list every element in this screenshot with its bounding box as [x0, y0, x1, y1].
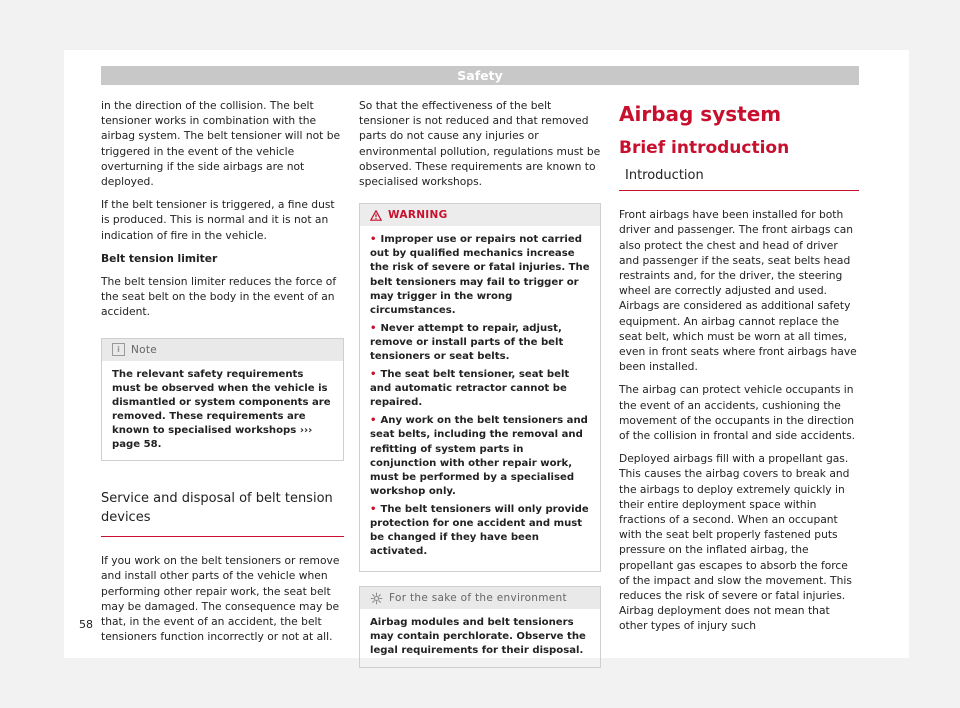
warning-body [360, 226, 600, 571]
note-body [102, 361, 343, 461]
environment-title: For the sake of the environment [389, 592, 567, 605]
page-reference-link[interactable]: ››› page 58 [112, 425, 313, 451]
paragraph: If the belt tensioner is triggered, a fine dust is produced. This is normal and it is not an indication of fire in the vehicle. [101, 198, 335, 242]
page-number: 58 [79, 618, 93, 631]
bullet-icon: • [370, 234, 377, 246]
warning-item [370, 322, 590, 364]
paragraph: So that the effectiveness of the belt tensioner is not reduced and that removed parts do not cause any injuries or environmental pollution, regulations must be observed. These requirements are known to specialised workshops. [359, 99, 601, 189]
paragraph: Front airbags have been installed for both driver and passenger. The front airbags can also protect the chest and head of driver and passenger if the seats, seat belts head restraints and, for the driver, the steering wheel are correctly adjusted and used. Airbags are considered as additional safety equipment. An airbag cannot replace the seat belt, which must be worn at all times, even in front seats where front airbags have been installed. [619, 208, 857, 374]
paragraph: The airbag can protect vehicle occupants in the event of an accidents, cushioning the movement of the occupants in the direction of the collision in frontal and side accidents. [619, 383, 856, 443]
column-left [101, 98, 344, 652]
warning-triangle-icon [370, 210, 382, 221]
warning-box [359, 203, 601, 572]
warning-text: The belt tensioners will only provide protection for one accident and must be changed if they have been activated. [370, 503, 589, 558]
environment-box [359, 586, 601, 667]
warning-item [370, 368, 590, 410]
paragraph: The belt tension limiter reduces the force of the seat belt on the body in the event of an accident. [101, 275, 337, 319]
info-icon: i [112, 343, 125, 356]
paragraph: Deployed airbags fill with a propellant gas. This causes the airbag covers to break and the airbags to deploy extremely quickly in their entire deployment space within fractions of a second. When an occupant with the seat belt properly fastened puts pressure on the inflated airbag, the propellant gas escapes to absorb the force of the impact and slow the movement. This reduces the risk of severe or fatal injuries. Airbag deployment does not mean that other types of injury such [619, 452, 852, 633]
section-heading: Brief introduction [619, 138, 790, 158]
warning-text: Never attempt to repair, adjust, remove or install parts of the belt tensioners or seat belts. [370, 322, 564, 362]
page-header: Safety [101, 66, 859, 85]
warning-text: Any work on the belt tensioners and seat belts, including the removal and refitting of system parts in conjunction with other repair work, must be performed by a specialised workshop only. [370, 415, 588, 497]
warning-item [370, 414, 590, 499]
warning-item [370, 233, 590, 318]
subheading: Belt tension limiter [101, 251, 218, 265]
environment-header [360, 587, 600, 609]
chapter-title: Airbag system [619, 102, 782, 126]
warning-item [370, 503, 590, 559]
note-header [102, 339, 343, 361]
warning-text: The seat belt tensioner, seat belt and automatic retractor cannot be repaired. [370, 369, 570, 409]
environment-icon [370, 592, 383, 605]
bullet-icon: • [370, 503, 377, 515]
note-box [101, 338, 344, 462]
paragraph: in the direction of the collision. The belt tensioner works in combination with the airbag system. The belt tensioner will not be triggered in the event of the vehicle overturning if the side airbags are not deployed. [101, 99, 341, 189]
bullet-icon: • [370, 322, 377, 334]
paragraph: If you work on the belt tensioners or remove and install other parts of the vehicle when performing other repair work, the seat belt may be damaged. The consequence may be that, in the event of an accident, the belt tensioners function incorrectly or not at all. [101, 554, 340, 644]
note-title: Note [131, 343, 158, 356]
warning-header [360, 204, 600, 226]
bullet-icon: • [370, 369, 377, 381]
bullet-icon: • [370, 415, 377, 427]
subsection-heading: Introduction [619, 168, 859, 191]
environment-body: Airbag modules and belt tensioners may contain perchlorate. Observe the legal requirements for their disposal. [370, 617, 586, 657]
section-title: Service and disposal of belt tension devices [101, 489, 344, 537]
warning-title: WARNING [388, 209, 448, 222]
column-middle [359, 98, 601, 668]
note-text: The relevant safety requirements must be observed when the vehicle is dismantled or system components are removed. These requirements are known to specialised workshops [112, 368, 331, 437]
column-right [619, 102, 859, 642]
warning-text: Improper use or repairs not carried out by qualified mechanics increase the risk of severe or fatal injuries. The belt tensioners may fail to trigger or may trigger in the wrong circumstances. [370, 234, 590, 316]
note-tail: . [157, 439, 162, 451]
